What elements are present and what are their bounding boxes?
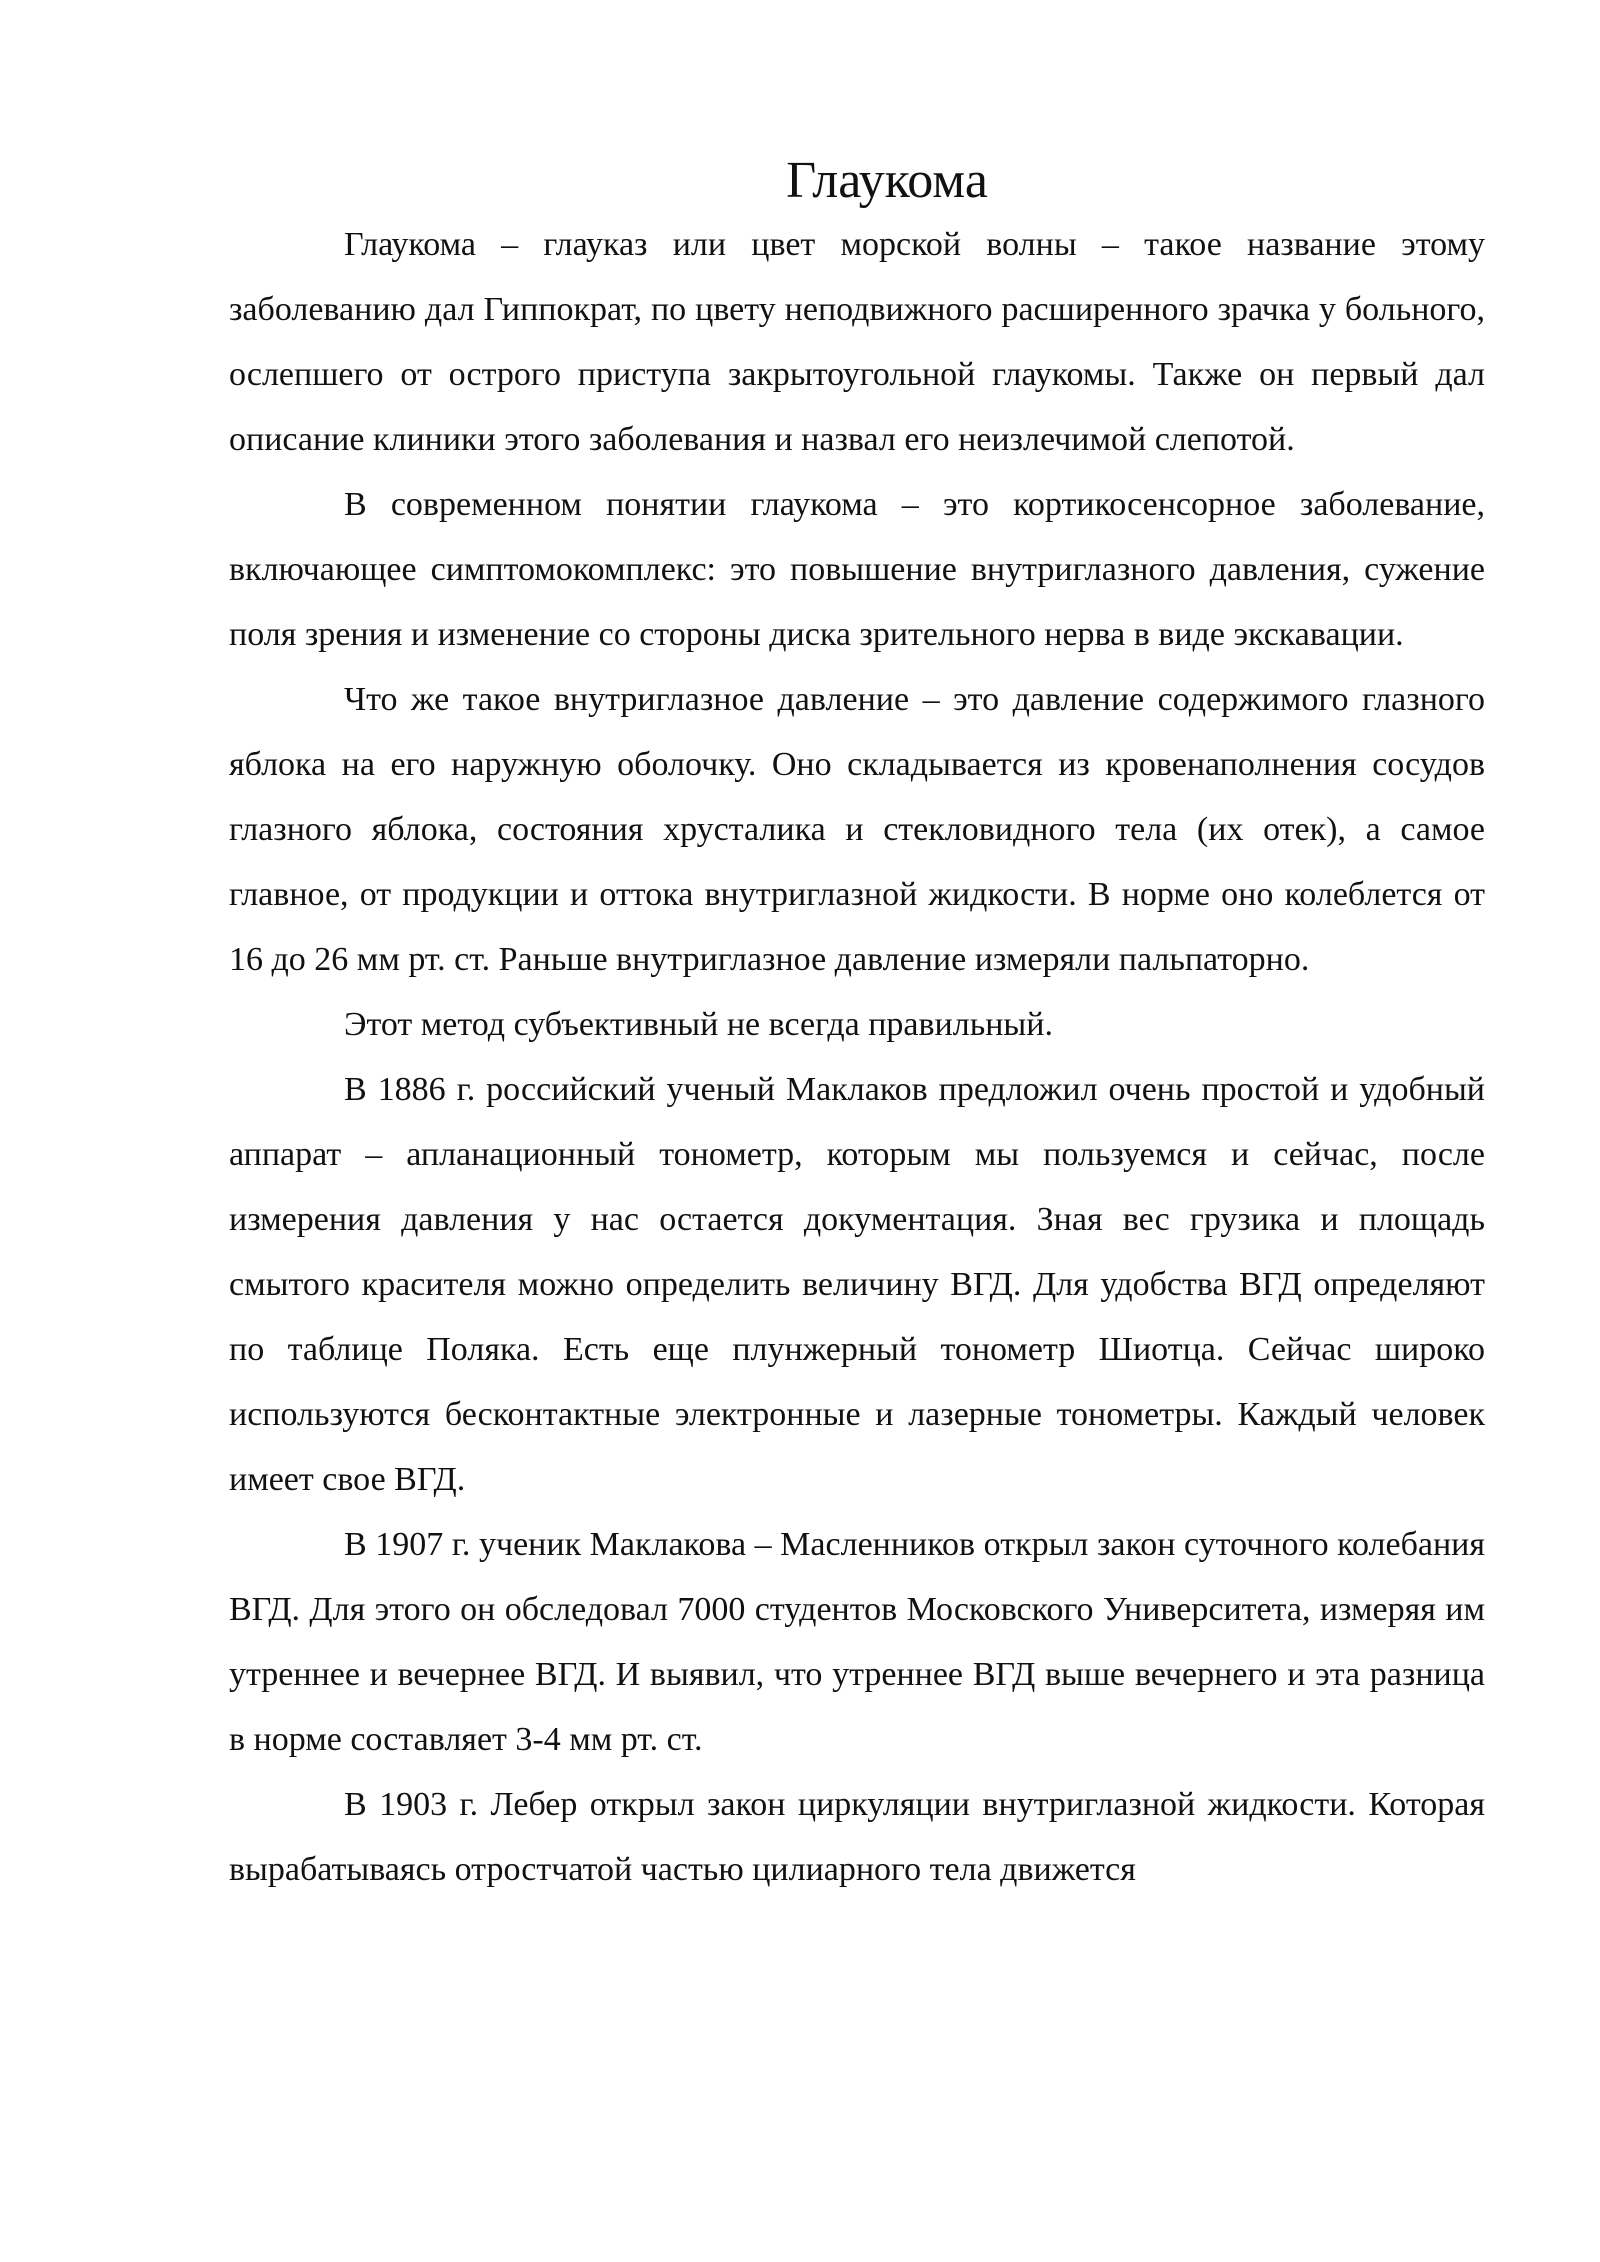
paragraph-fluid-circulation: В 1903 г. Лебер открыл закон циркуляции внутриглазной жидкости. Которая вырабатываясь отростчатой частью цилиарного тела движется	[229, 1786, 1485, 1888]
paragraph-daily-fluctuation: В 1907 г. ученик Маклакова – Масленников открыл закон суточного колебания ВГД. Для этого он обследовал 7000 студентов Московского Университета, измеряя им утреннее и вечернее ВГД. И выявил, что утреннее ВГД выше вечернего и эта разница в норме составляет 3-4 мм рт. ст.	[229, 1526, 1485, 1758]
paragraph-tonometer: В 1886 г. российский ученый Маклаков предложил очень простой и удобный аппарат – апланационный тонометр, которым мы пользуемся и сейчас, после измерения давления у нас остается документация. Зная вес грузика и площадь смытого красителя можно определить величину ВГД. Для удобства ВГД определяют по таблице Поляка. Есть еще плунжерный тонометр Шиотца. Сейчас широко используются бесконтактные электронные и лазерные тонометры. Каждый человек имеет свое ВГД.	[229, 1071, 1485, 1498]
document-title: Глаукома	[786, 152, 988, 209]
paragraph-history: Глаукома – глауказ или цвет морской волны – такое название этому заболеванию дал Гиппократ, по цвету неподвижного расширенного зрачка у больного, ослепшего от острого приступа закрытоугольной глаукомы. Также он первый дал описание клиники этого заболевания и назвал его неизлечимой слепотой.	[229, 226, 1485, 458]
paragraph-method-note: Этот метод субъективный не всегда правильный.	[344, 1006, 1053, 1043]
paragraph-intraocular-pressure: Что же такое внутриглазное давление – это давление содержимого глазного яблока на его наружную оболочку. Оно складывается из кровенаполнения сосудов глазного яблока, состояния хрусталика и стекловидного тела (их отек), а самое главное, от продукции и оттока внутриглазной жидкости. В норме оно колеблется от 16 до 26 мм рт. ст. Раньше внутриглазное давление измеряли пальпаторно.	[229, 681, 1485, 978]
paragraph-definition: В современном понятии глаукома – это кортикосенсорное заболевание, включающее симптомокомплекс: это повышение внутриглазного давления, сужение поля зрения и изменение со стороны диска зрительного нерва в виде экскавации.	[229, 486, 1485, 653]
document-body	[229, 150, 1485, 1902]
